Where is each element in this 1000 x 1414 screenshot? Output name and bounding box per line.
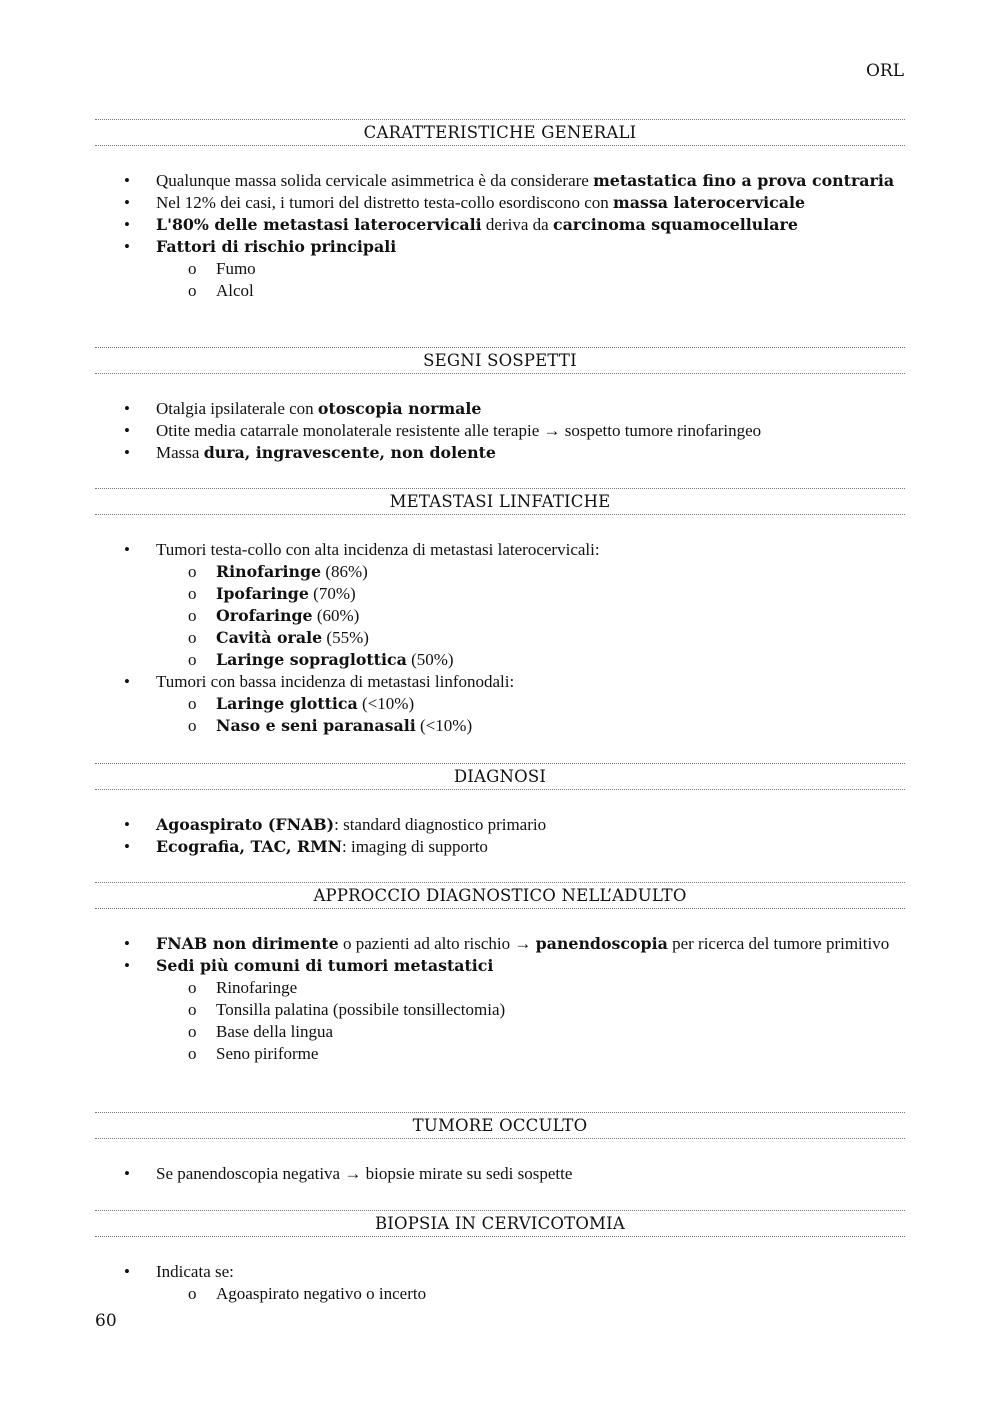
text-run: Agoaspirato negativo o incerto bbox=[216, 1284, 427, 1303]
section-caratteristiche-generali bbox=[95, 119, 905, 302]
bold-text-run: FNAB non dirimente bbox=[156, 934, 339, 953]
text-run: Otalgia ipsilaterale con bbox=[156, 399, 318, 418]
text-run: Seno piriforme bbox=[216, 1044, 319, 1063]
bold-text-run: Rinofaringe bbox=[216, 562, 322, 581]
sub-list bbox=[156, 561, 905, 671]
bold-text-run: dura, ingravescente, non dolente bbox=[203, 443, 496, 462]
sub-list-item bbox=[156, 1283, 905, 1305]
running-head: ORL bbox=[865, 61, 904, 81]
sub-list-item bbox=[156, 1043, 905, 1065]
list-item bbox=[95, 671, 905, 737]
sub-list-item bbox=[156, 977, 905, 999]
text-run: Alcol bbox=[216, 281, 254, 300]
text-run: Indicata se: bbox=[156, 1262, 234, 1281]
bold-text-run: panendoscopia bbox=[535, 934, 668, 953]
list-item bbox=[95, 1261, 905, 1305]
list-item bbox=[95, 236, 905, 302]
bold-text-run: Agoaspirato (FNAB) bbox=[156, 815, 335, 834]
bullet-list bbox=[95, 539, 905, 737]
list-item bbox=[95, 420, 905, 442]
bold-text-run: Sedi più comuni di tumori metastatici bbox=[156, 956, 494, 975]
list-item bbox=[95, 170, 905, 192]
bold-text-run: Laringe glottica bbox=[216, 694, 358, 713]
bold-text-run: L'80% delle metastasi laterocervicali bbox=[156, 215, 482, 234]
text-run: : standard diagnostico primario bbox=[334, 815, 547, 834]
list-item bbox=[95, 836, 905, 858]
bullet-list bbox=[95, 814, 905, 858]
sub-list-item bbox=[156, 258, 905, 280]
bullet-list bbox=[95, 933, 905, 1065]
list-item bbox=[95, 539, 905, 671]
bold-text-run: Ipofaringe bbox=[216, 584, 309, 603]
text-run: per ricerca del tumore primitivo bbox=[667, 934, 890, 953]
text-run: Qualunque massa solida cervicale asimmetrica è da considerare bbox=[156, 171, 594, 190]
section-diagnosi bbox=[95, 763, 905, 858]
section-title: METASTASI LINFATICHE bbox=[95, 488, 905, 515]
sub-list bbox=[156, 258, 905, 302]
sub-list bbox=[156, 693, 905, 737]
sub-list-item bbox=[156, 583, 905, 605]
sub-list-item bbox=[156, 280, 905, 302]
text-run: Fumo bbox=[216, 259, 256, 278]
list-item bbox=[95, 1163, 905, 1185]
text-run: (<10%) bbox=[357, 694, 415, 713]
sub-list bbox=[156, 977, 905, 1065]
text-run: (<10%) bbox=[415, 716, 473, 735]
sub-list-item bbox=[156, 649, 905, 671]
list-item bbox=[95, 192, 905, 214]
text-run: Rinofaringe bbox=[216, 978, 298, 997]
section-title: APPROCCIO DIAGNOSTICO NELL’ADULTO bbox=[95, 882, 905, 909]
text-run: (86%) bbox=[321, 562, 368, 581]
sub-list-item bbox=[156, 561, 905, 583]
text-run: Tumori con bassa incidenza di metastasi linfonodali: bbox=[156, 672, 515, 691]
text-run: Otite media catarrale monolaterale resistente alle terapie → sospetto tumore rinofaringeo bbox=[156, 421, 762, 440]
sub-list-item bbox=[156, 1021, 905, 1043]
text-run: (70%) bbox=[308, 584, 356, 603]
text-run: : imaging di supporto bbox=[342, 837, 488, 856]
sub-list-item bbox=[156, 999, 905, 1021]
bold-text-run: Naso e seni paranasali bbox=[216, 716, 416, 735]
sub-list bbox=[156, 1283, 905, 1305]
section-metastasi-linfatiche bbox=[95, 488, 905, 737]
section-title: BIOPSIA IN CERVICOTOMIA bbox=[95, 1210, 905, 1237]
bold-text-run: otoscopia normale bbox=[317, 399, 482, 418]
list-item bbox=[95, 933, 905, 955]
bold-text-run: Cavità orale bbox=[216, 628, 323, 647]
bullet-list bbox=[95, 170, 905, 302]
sub-list-item bbox=[156, 627, 905, 649]
text-run: Massa bbox=[156, 443, 204, 462]
section-title: SEGNI SOSPETTI bbox=[95, 347, 905, 374]
bullet-list bbox=[95, 398, 905, 464]
text-run: (60%) bbox=[312, 606, 360, 625]
sub-list-item bbox=[156, 715, 905, 737]
text-run: Base della lingua bbox=[216, 1022, 334, 1041]
section-tumore-occulto bbox=[95, 1112, 905, 1185]
section-segni-sospetti bbox=[95, 347, 905, 464]
sub-list-item bbox=[156, 693, 905, 715]
section-title: DIAGNOSI bbox=[95, 763, 905, 790]
section-approccio-diagnostico bbox=[95, 882, 905, 1065]
page-number: 60 bbox=[95, 1311, 117, 1331]
text-run: deriva da bbox=[481, 215, 553, 234]
bold-text-run: Laringe sopraglottica bbox=[216, 650, 407, 669]
text-run: Tumori testa-collo con alta incidenza di metastasi laterocervicali: bbox=[156, 540, 600, 559]
section-title: CARATTERISTICHE GENERALI bbox=[95, 119, 905, 146]
list-item bbox=[95, 814, 905, 836]
bold-text-run: Ecografia, TAC, RMN bbox=[156, 837, 343, 856]
bold-text-run: metastatica fino a prova contraria bbox=[593, 171, 895, 190]
text-run: Nel 12% dei casi, i tumori del distretto testa-collo esordiscono con bbox=[156, 193, 613, 212]
text-run: o pazienti ad alto rischio → bbox=[338, 934, 536, 953]
bold-text-run: massa laterocervicale bbox=[613, 193, 805, 212]
section-biopsia-cervicotomia bbox=[95, 1210, 905, 1305]
bullet-list bbox=[95, 1261, 905, 1305]
list-item bbox=[95, 442, 905, 464]
bullet-list bbox=[95, 1163, 905, 1185]
bold-text-run: Fattori di rischio principali bbox=[156, 237, 397, 256]
text-run: Se panendoscopia negativa → biopsie mirate su sedi sospette bbox=[156, 1164, 573, 1183]
list-item bbox=[95, 214, 905, 236]
list-item bbox=[95, 398, 905, 420]
sub-list-item bbox=[156, 605, 905, 627]
text-run: (50%) bbox=[406, 650, 454, 669]
bold-text-run: carcinoma squamocellulare bbox=[552, 215, 798, 234]
text-run: Tonsilla palatina (possibile tonsillectomia) bbox=[216, 1000, 506, 1019]
bold-text-run: Orofaringe bbox=[216, 606, 313, 625]
list-item bbox=[95, 955, 905, 1065]
section-title: TUMORE OCCULTO bbox=[95, 1112, 905, 1139]
text-run: (55%) bbox=[322, 628, 369, 647]
